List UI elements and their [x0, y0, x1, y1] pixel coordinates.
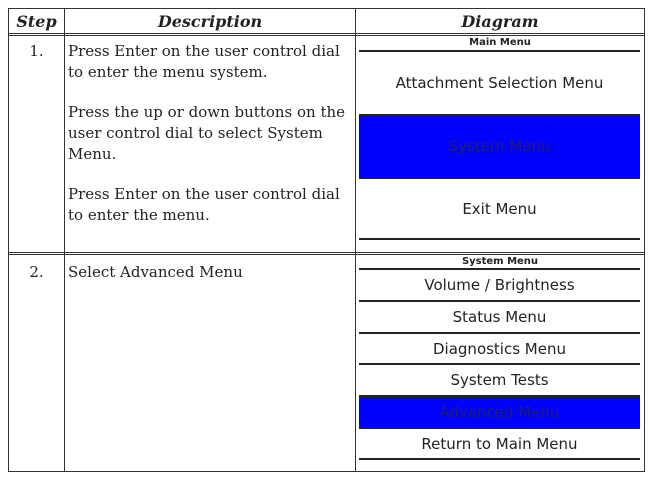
step-number: 1. — [29, 42, 44, 60]
column-divider — [64, 9, 65, 471]
menu-title: Main Menu — [469, 37, 531, 48]
main-menu-diagram — [357, 37, 643, 251]
instruction-text: Select Advanced Menu — [68, 263, 243, 281]
menu-rule — [359, 458, 640, 460]
menu-item-diagnostics: Diagnostics Menu — [433, 340, 566, 358]
procedure-table — [8, 8, 645, 472]
column-divider — [355, 9, 356, 471]
menu-rule — [359, 238, 640, 240]
menu-item-return-main: Return to Main Menu — [421, 435, 578, 453]
header-step: Step — [16, 12, 57, 31]
row-divider — [9, 252, 644, 255]
step-description — [68, 41, 353, 245]
menu-item-status: Status Menu — [452, 308, 547, 326]
header-divider — [9, 33, 644, 36]
instruction-text: Press the up or down buttons on the user control dial to select System Menu. — [68, 103, 346, 163]
menu-item-volume-brightness: Volume / Brightness — [424, 276, 575, 294]
step-description — [68, 262, 353, 302]
instruction-text: Press Enter on the user control dial to enter the menu. — [68, 185, 340, 224]
menu-item-system-tests: System Tests — [450, 371, 549, 389]
menu-item-attachment-selection: Attachment Selection Menu — [395, 74, 604, 92]
menu-item-advanced-selected: Advanced Menu — [359, 395, 640, 429]
menu-title: System Menu — [461, 256, 539, 267]
menu-item-system-menu-selected: System Menu — [359, 114, 640, 179]
header-diagram: Diagram — [461, 12, 539, 31]
step-number: 2. — [29, 263, 44, 281]
header-description: Description — [157, 12, 263, 31]
instruction-text: Press Enter on the user control dial to enter the menu system. — [68, 42, 340, 81]
menu-item-exit: Exit Menu — [462, 200, 537, 218]
system-menu-diagram — [357, 256, 643, 470]
